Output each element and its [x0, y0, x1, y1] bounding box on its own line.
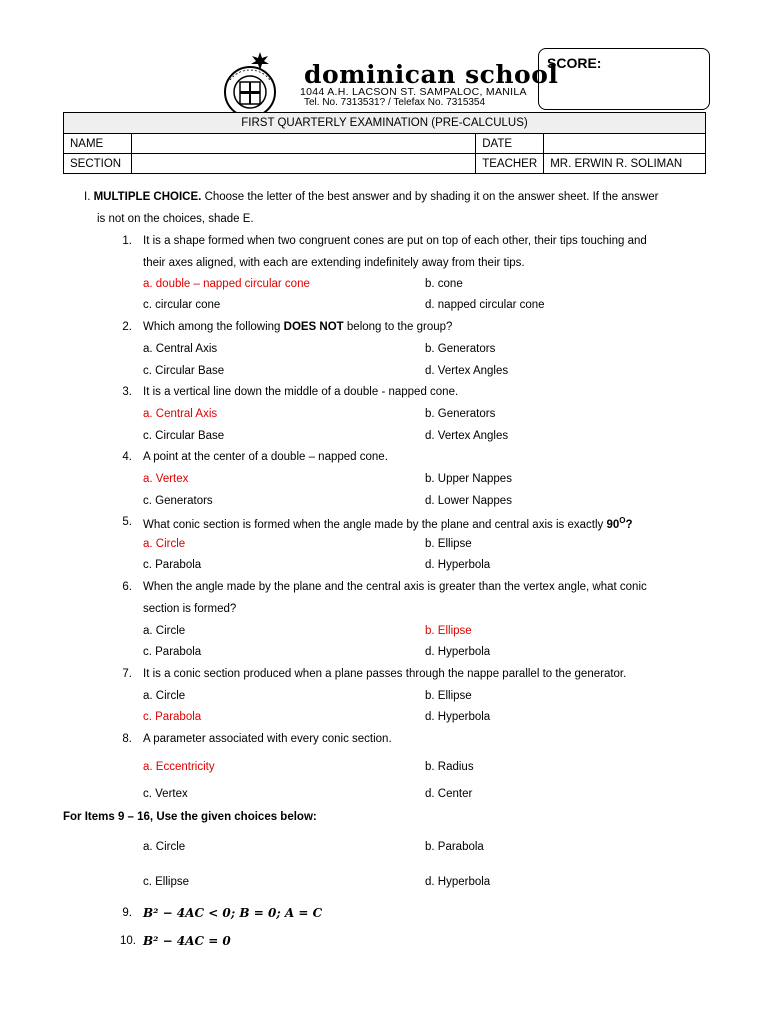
- question-text: It is a conic section produced when a plane passes through the nappe parallel to the generator.: [143, 668, 627, 680]
- choice[interactable]: b. Radius: [425, 761, 474, 773]
- choice[interactable]: a. Circle: [143, 690, 186, 702]
- choice[interactable]: d. Hyperbola: [425, 711, 491, 723]
- angle-value: 90: [606, 518, 620, 531]
- choice[interactable]: c. Circular Base: [143, 365, 225, 377]
- question-number: 3.: [122, 386, 132, 398]
- question-number: 7.: [122, 668, 132, 680]
- choice[interactable]: c. Circular Base: [143, 430, 225, 442]
- choice-answer[interactable]: c. Parabola: [143, 711, 202, 723]
- choice[interactable]: c. Vertex: [143, 788, 188, 800]
- items-9-16-heading: For Items 9 – 16, Use the given choices below:: [63, 811, 317, 823]
- section-label: SECTION: [64, 154, 132, 174]
- question-text: section is formed?: [143, 603, 237, 615]
- question-number: 6.: [122, 581, 132, 593]
- teacher-label: TEACHER: [476, 154, 544, 174]
- exam-info-table: [63, 112, 706, 174]
- question-number: 8.: [122, 733, 132, 745]
- question-text: It is a shape formed when two congruent cones are put on top of each other, their tips touching and: [143, 235, 647, 247]
- section-field[interactable]: [131, 154, 475, 174]
- question-text-emphasis: DOES NOT: [283, 321, 344, 333]
- name-field[interactable]: [131, 134, 475, 154]
- choice[interactable]: b. Parabola: [425, 841, 484, 853]
- question-text-part: ?: [625, 518, 633, 531]
- question-number: 2.: [122, 321, 132, 333]
- school-logo: [212, 50, 292, 120]
- question-text: [143, 516, 633, 531]
- score-label: SCORE:: [547, 55, 602, 71]
- question-text: It is a vertical line down the middle of a double - napped cone.: [143, 386, 459, 398]
- name-label: NAME: [64, 134, 132, 154]
- choice-answer[interactable]: a. Circle: [143, 538, 186, 550]
- section-heading: [84, 191, 658, 203]
- choice[interactable]: b. Generators: [425, 408, 496, 420]
- choice[interactable]: d. Hyperbola: [425, 559, 491, 571]
- choice[interactable]: b. Ellipse: [425, 690, 472, 702]
- question-number: 10.: [120, 935, 136, 947]
- choice[interactable]: d. napped circular cone: [425, 299, 545, 311]
- question-number: 4.: [122, 451, 132, 463]
- choice[interactable]: d. Lower Nappes: [425, 495, 512, 507]
- question-number: 5.: [122, 516, 132, 528]
- choice-answer[interactable]: b. Ellipse: [425, 625, 472, 637]
- question-text-part: Which among the following: [143, 321, 284, 333]
- question-text: A parameter associated with every conic section.: [143, 733, 392, 745]
- question-text-part: What conic section is formed when the angle made by the plane and central axis is exactly: [143, 518, 607, 531]
- choice[interactable]: d. Vertex Angles: [425, 430, 509, 442]
- choice[interactable]: b. Generators: [425, 343, 496, 355]
- choice[interactable]: c. Generators: [143, 495, 213, 507]
- section-instructions: Choose the letter of the best answer and by shading it on the answer sheet. If the answer: [204, 191, 659, 203]
- exam-title: FIRST QUARTERLY EXAMINATION (PRE-CALCULUS): [64, 113, 706, 134]
- choice-answer[interactable]: a. Vertex: [143, 473, 189, 485]
- formula: B² − 4AC < 0; B = 0; A = C: [143, 906, 323, 920]
- school-phone: Tel. No. 7313531? / Telefax No. 7315354: [304, 97, 486, 108]
- choice[interactable]: d. Hyperbola: [425, 876, 491, 888]
- choice-answer[interactable]: a. Central Axis: [143, 408, 218, 420]
- question-text-part: belong to the group?: [343, 321, 453, 333]
- question-text: A point at the center of a double – napped cone.: [143, 451, 388, 463]
- date-label: DATE: [476, 134, 544, 154]
- degree-symbol: O: [619, 516, 626, 525]
- teacher-value: MR. ERWIN R. SOLIMAN: [544, 154, 706, 174]
- choice-answer[interactable]: a. double – napped circular cone: [143, 278, 310, 290]
- question-number: 9.: [122, 907, 132, 919]
- question-text: their axes aligned, with each are extending indefinitely away from their tips.: [143, 257, 525, 269]
- question-number: 1.: [122, 235, 132, 247]
- score-box[interactable]: [538, 48, 710, 110]
- question-text: [143, 321, 452, 333]
- choice[interactable]: d. Center: [425, 788, 473, 800]
- section-numeral: I.: [84, 191, 91, 203]
- choice[interactable]: b. Upper Nappes: [425, 473, 512, 485]
- choice[interactable]: c. circular cone: [143, 299, 221, 311]
- choice-answer[interactable]: a. Eccentricity: [143, 761, 215, 773]
- choice[interactable]: a. Circle: [143, 841, 186, 853]
- date-field[interactable]: [544, 134, 706, 154]
- formula: B² − 4AC = 0: [143, 934, 231, 948]
- choice[interactable]: a. Circle: [143, 625, 186, 637]
- school-name: dominican school: [304, 60, 559, 89]
- choice[interactable]: a. Central Axis: [143, 343, 218, 355]
- choice[interactable]: c. Ellipse: [143, 876, 190, 888]
- choice[interactable]: c. Parabola: [143, 646, 202, 658]
- section-title: MULTIPLE CHOICE.: [93, 191, 202, 203]
- choice[interactable]: b. cone: [425, 278, 463, 290]
- school-address: 1044 A.H. LACSON ST. SAMPALOC, MANILA: [300, 86, 527, 98]
- section-instructions-cont: is not on the choices, shade E.: [97, 213, 254, 225]
- choice[interactable]: b. Ellipse: [425, 538, 472, 550]
- choice[interactable]: d. Hyperbola: [425, 646, 491, 658]
- choice[interactable]: c. Parabola: [143, 559, 202, 571]
- choice[interactable]: d. Vertex Angles: [425, 365, 509, 377]
- question-text: When the angle made by the plane and the central axis is greater than the vertex angle, what conic: [143, 581, 647, 593]
